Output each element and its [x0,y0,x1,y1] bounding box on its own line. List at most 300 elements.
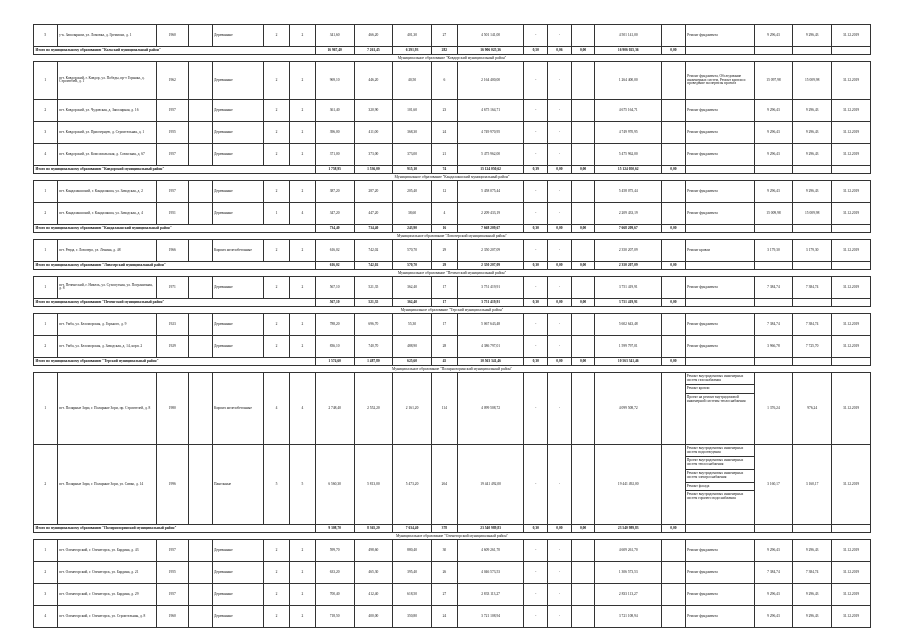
table-cell: 1955 [156,561,188,583]
table-cell: 616,02 [315,239,354,261]
table-cell: у-к. Заполярном, ул. Ломовка, д. Гремиски, д. 1 [57,25,156,47]
table-cell [832,261,871,269]
table-cell: 361,40 [315,99,354,121]
table-cell: 4 749 970,95 [457,121,524,143]
table-cell: 5 [289,444,315,524]
table-row [34,239,871,261]
table-cell: - [524,335,548,357]
table-cell: 7 384,74 [793,561,832,583]
table-cell: Деревянные [212,335,264,357]
table-cell: 5 473,20 [393,444,432,524]
table-cell: 1 536,00 [354,165,393,173]
table-cell: 0,00 [662,224,686,232]
table-cell: - [548,372,572,444]
table-cell: 1957 [156,143,188,165]
table-cell: 31.12.2019 [832,99,871,121]
table-cell: 2 [289,583,315,605]
table-cell: 5 [34,25,58,47]
table-cell: 0,39 [524,165,548,173]
table-cell [188,335,212,357]
table-cell: 0,00 [662,261,686,269]
table-cell [754,47,793,55]
table-cell: Ремонт фундамента [685,202,754,224]
table-cell: 521,35 [354,298,393,306]
table-cell: 7 384,74 [754,276,793,298]
table-cell: 2 [264,313,290,335]
table-cell: 4 099 508,72 [595,372,662,444]
table-cell: 74 [431,165,457,173]
table-cell: пгт. Кандалакшский, г. Кандалакша, ул. Заводская, д. 2 [57,180,156,202]
table-row [34,25,871,47]
table-cell: Деревянные [212,583,264,605]
table-cell: - [524,539,548,561]
table-cell: - [524,121,548,143]
table-cell: 31.12.2019 [832,539,871,561]
table-cell: Муниципальное образование "Полярнозоринский муниципальный район" [34,365,871,372]
table-cell: 3 721 108,94 [595,605,662,627]
table-cell: 38,60 [393,202,432,224]
table-cell: 31.12.2019 [832,276,871,298]
table-cell: 350,80 [393,605,432,627]
table-cell [188,143,212,165]
table-body [34,25,871,628]
table-cell: 2 [289,143,315,165]
table-cell: 969,10 [315,61,354,99]
table-cell: 2 164 400,00 [457,61,524,99]
table-cell [793,261,832,269]
table-cell: 4 046 573,53 [457,561,524,583]
repair-method: Проект внутридомовых инженерных систем теплоснабжения [686,457,754,470]
table-cell [662,335,686,357]
table-cell: 1951 [156,202,188,224]
section-heading-row [34,306,871,313]
table-cell [571,372,595,444]
table-cell: 7 634,40 [393,524,432,532]
table-cell: 1957 [156,99,188,121]
table-cell: 618,50 [393,583,432,605]
table-cell: 9 296,43 [793,180,832,202]
table-cell: 2 [289,276,315,298]
table-cell: 19 441 492,00 [595,444,662,524]
table-cell: 10 563 341,46 [595,357,662,365]
table-cell: 0,00 [548,165,572,173]
table-cell [754,261,793,269]
table-cell: 2 161,20 [393,372,432,444]
table-cell: 1 306 573,53 [595,561,662,583]
table-cell: 7 261,45 [354,47,393,55]
table-cell: 31.12.2019 [832,444,871,524]
table-cell [571,121,595,143]
table-cell: 5 602 643,48 [595,313,662,335]
table-cell: 2 [289,180,315,202]
table-cell: Деревянные [212,143,264,165]
table-row [34,583,871,605]
table-cell: 29 [431,239,457,261]
table-cell: 616,02 [315,261,354,269]
table-cell: Муниципальное образование "Ловозерский муниципальный район" [34,232,871,239]
table-cell: 1 574,60 [315,357,354,365]
table-cell: 4 099 508,72 [457,372,524,444]
table-cell: 21 [431,143,457,165]
table-cell: 0,30 [524,261,548,269]
table-cell [685,372,754,444]
table-cell: 205,40 [393,180,432,202]
table-cell: 31.12.2019 [832,605,871,627]
table-cell: - [524,239,548,261]
table-cell [793,298,832,306]
table-cell: Кирпич железобетонные [212,372,264,444]
table-cell: 2 [264,335,290,357]
table-cell: 282 [431,47,457,55]
table-cell: 3 751 419,91 [457,298,524,306]
table-cell [571,202,595,224]
table-cell: 40,50 [393,61,432,99]
table-cell: 17 [431,276,457,298]
table-cell [188,313,212,335]
table-cell: 9 296,43 [754,605,793,627]
table-cell [188,25,212,47]
table-cell [662,180,686,202]
table-row [34,561,871,583]
table-cell: Ремонт фундамента [685,180,754,202]
table-cell: 1955 [156,121,188,143]
table-cell: 401,30 [393,25,432,47]
table-cell: пгт. Оленегорский, г. Оленегорск, ул. Бардина, д. 43 [57,539,156,561]
table-cell [188,202,212,224]
repair-method: Ремонт внутридомовых инженерных систем электроснабжения [686,470,754,483]
table-cell: Итого по муниципальному образованию "Терский муниципальный район" [34,357,316,365]
table-cell: - [524,202,548,224]
table-cell: 4 675 164,71 [595,99,662,121]
table-cell: 2 [289,539,315,561]
table-cell [188,239,212,261]
table-cell: 2 [289,605,315,627]
table-cell: 498,60 [354,539,393,561]
table-cell: 734,40 [315,224,354,232]
table-cell: 2 [34,561,58,583]
table-row [34,61,871,99]
table-cell [685,298,754,306]
table-cell: 6 560,30 [315,444,354,524]
table-cell: 31.12.2019 [832,121,871,143]
table-cell: 31.12.2019 [832,372,871,444]
total-row [34,165,871,173]
repair-method: Ремонт внутридомовых инженерных систем горячего водоснабжения [686,492,744,501]
table-cell: 9 296,43 [793,121,832,143]
table-cell [662,583,686,605]
table-cell: 31.12.2019 [832,561,871,583]
table-cell: 0,30 [524,298,548,306]
table-cell: 368,30 [393,121,432,143]
table-cell: Деревянные [212,180,264,202]
table-cell [793,357,832,365]
table-cell: - [548,25,572,47]
table-cell: 1966 [156,239,188,261]
table-cell [188,444,212,524]
table-cell: 2 [289,335,315,357]
table-cell: 0,00 [662,357,686,365]
table-cell [571,25,595,47]
table-cell: Ремонт фундамента [685,561,754,583]
table-cell: 243,90 [393,224,432,232]
table-cell: 9 296,43 [793,25,832,47]
table-cell: 1957 [156,180,188,202]
table-cell: - [524,605,548,627]
table-cell: 2 [264,143,290,165]
table-row [34,444,871,524]
table-cell: 446,20 [354,61,393,99]
total-row [34,524,871,532]
table-cell: - [548,239,572,261]
table-cell [754,298,793,306]
table-cell: 4 [431,202,457,224]
table-cell: 4 609 261,70 [595,539,662,561]
table-cell: 101,60 [393,99,432,121]
table-cell [662,61,686,99]
table-cell: 31.12.2019 [832,239,871,261]
table-cell: 0,30 [524,224,548,232]
table-cell [685,47,754,55]
table-cell: Ремонт фундамента [685,313,754,335]
table-cell: 2 [264,276,290,298]
table-cell: 0,00 [548,224,572,232]
total-row [34,357,871,365]
table-cell: 567,10 [315,276,354,298]
table-cell: 2 [264,561,290,583]
total-row [34,261,871,269]
table-cell: 599,70 [315,539,354,561]
table-cell [662,313,686,335]
table-cell [754,165,793,173]
table-cell: 7 725,70 [793,335,832,357]
repair-method: Ремонт внутридомовых инженерных систем газоснабжения [686,373,754,386]
table-cell: Ремонт фундамента [685,25,754,47]
table-cell: 2 [289,313,315,335]
capital-repair-table [33,24,871,628]
table-cell: 12 [431,180,457,202]
table-row [34,335,871,357]
table-cell: 15 124 050,62 [595,165,662,173]
table-cell: Деревянные [212,61,264,99]
table-cell: 1957 [156,583,188,605]
table-cell: 2 [264,180,290,202]
table-cell: пгт. Умба, ул. Беломорская, д. Заводская, д. 14, корп. 2 [57,335,156,357]
table-cell: Ремонт фундамента [685,99,754,121]
table-cell [754,224,793,232]
table-cell: 9 296,43 [754,143,793,165]
table-cell: 3 721 108,94 [457,605,524,627]
table-cell: 2 [34,444,58,524]
table-cell: Деревянные [212,121,264,143]
table-cell: 0,00 [662,298,686,306]
table-cell: 31.12.2019 [832,202,871,224]
table-cell: 570,70 [393,261,432,269]
table-cell: - [548,313,572,335]
table-cell: Муниципальное образование "Ковдорский муниципальный район" [34,55,871,62]
table-cell: Итого по муниципальному образованию "Ковдорский муниципальный район" [34,165,316,173]
table-cell: 320,90 [354,99,393,121]
table-cell: 27 [431,25,457,47]
table-cell [188,61,212,99]
table-cell: 30 [431,539,457,561]
table-cell: 915,10 [393,165,432,173]
table-cell [188,180,212,202]
table-cell [188,276,212,298]
table-cell [832,298,871,306]
table-cell: 4 [34,605,58,627]
table-cell: Ремонт фундамента [685,276,754,298]
table-cell: 31.12.2019 [832,313,871,335]
table-cell [188,561,212,583]
table-cell: 24 [431,121,457,143]
table-cell: - [548,444,572,524]
table-cell: 5 475 962,00 [595,143,662,165]
table-cell: 4 386 797,01 [457,335,524,357]
table-cell: пгт. Кандалакшский, г. Кандалакша, ул. Заводская, д. 4 [57,202,156,224]
section-heading-row [34,532,871,539]
table-cell: 2 552,20 [354,372,393,444]
table-cell [188,99,212,121]
table-cell: 1 [34,276,58,298]
table-cell: 9 296,43 [754,583,793,605]
table-cell: - [524,313,548,335]
table-cell: 2 [289,561,315,583]
table-cell: 734,40 [354,224,393,232]
table-row [34,143,871,165]
table-cell [662,25,686,47]
table-cell: 1 [34,239,58,261]
table-cell: 26 [431,561,457,583]
table-cell: Ремонт фундамента [685,143,754,165]
table-cell: 362,40 [393,276,432,298]
table-cell: Деревянные [212,99,264,121]
table-cell: 1971 [156,276,188,298]
table-cell: 373,00 [354,143,393,165]
table-cell: 0,00 [571,224,595,232]
table-cell: 9 296,43 [793,605,832,627]
table-cell: - [524,444,548,524]
document-sheet [33,24,871,628]
table-cell: 742,02 [354,261,393,269]
table-cell [662,239,686,261]
table-cell: 7 668 209,67 [595,224,662,232]
repair-method: Проект на ремонт внутридомовой инженерной системы теплоснабжения [686,395,746,403]
table-cell: 16 967,40 [315,47,354,55]
table-cell: 9 296,43 [754,25,793,47]
table-cell [188,539,212,561]
table-cell: Ремонт фундамента, Обследование инженерных систем, Ремонт кровли и проведение экспертизы проекта [685,61,754,99]
table-cell: 362,40 [393,298,432,306]
table-cell: 521,35 [354,276,393,298]
table-cell: Муниципальное образование "Кандалакшский муниципальный район" [34,173,871,180]
table-cell: 2 [34,202,58,224]
table-cell: 7 384,74 [754,313,793,335]
table-cell: 1 264 400,00 [595,61,662,99]
table-cell: 400,00 [354,605,393,627]
table-row [34,313,871,335]
table-cell: - [548,61,572,99]
table-cell [662,276,686,298]
table-cell: 5 [264,444,290,524]
table-cell: 880,40 [393,539,432,561]
total-row [34,298,871,306]
table-cell: - [524,61,548,99]
total-row [34,47,871,55]
table-cell [571,561,595,583]
table-row [34,180,871,202]
table-cell: 27 [431,583,457,605]
table-cell: Итого по муниципальному образованию "Печенгский муниципальный район" [34,298,316,306]
table-cell: Деревянные [212,605,264,627]
table-cell: 700,40 [315,583,354,605]
table-cell: 0,00 [571,524,595,532]
table-cell: 28 [431,335,457,357]
table-cell: 0,00 [571,261,595,269]
table-cell: - [524,143,548,165]
table-cell: 23 [431,99,457,121]
table-cell [188,121,212,143]
table-cell: пгт. Печенгский, г. Никель, ул. Сухопутная, ул. Пограничная, д. 8 [57,276,156,298]
table-cell: 0,00 [548,261,572,269]
table-cell: - [548,539,572,561]
table-cell: пгт. Ревда, г. Ловозеро, ул. Ленина, д. 48 [57,239,156,261]
table-cell: 411,00 [354,121,393,143]
table-cell: - [548,605,572,627]
table-cell: - [524,276,548,298]
table-cell: - [524,372,548,444]
table-cell: 2 [34,99,58,121]
table-cell [571,99,595,121]
table-cell [685,357,754,365]
table-cell: 2 [264,583,290,605]
table-cell: пгт. Ковдорский, ул. Комсомольская, д. Совхозная, д. 67 [57,143,156,165]
table-cell [662,561,686,583]
table-cell: 0,00 [571,165,595,173]
table-cell: 2 [264,239,290,261]
table-cell: 466,20 [354,25,393,47]
table-row [34,121,871,143]
table-cell: - [548,202,572,224]
table-cell: 4 609 261,70 [457,539,524,561]
table-cell: 31.12.2019 [832,180,871,202]
table-cell: 2 350 207,09 [595,261,662,269]
table-cell: 718,50 [315,605,354,627]
table-cell: 4 749 970,95 [595,121,662,143]
table-cell: 287,20 [354,180,393,202]
table-cell: 3 179,30 [754,239,793,261]
table-cell: 5 067 643,48 [457,313,524,335]
table-cell [832,524,871,532]
table-cell: Кирпич железобетонные [212,239,264,261]
table-cell: - [524,25,548,47]
table-cell: 0,00 [662,165,686,173]
table-cell: 9 296,43 [754,539,793,561]
table-cell: 0,30 [524,357,548,365]
table-cell: 5 458 075,44 [595,180,662,202]
table-cell: 2 [289,61,315,99]
table-cell: 1 376,24 [754,372,793,444]
table-cell: 15 124 050,62 [457,165,524,173]
table-cell: - [524,180,548,202]
table-cell: 16 906 025,36 [595,47,662,55]
table-cell: 2 748,40 [315,372,354,444]
table-cell [571,335,595,357]
table-cell: 24 [431,605,457,627]
table-cell: - [548,583,572,605]
table-cell: 836,10 [315,335,354,357]
table-cell: 371,00 [315,143,354,165]
table-cell: 0,00 [548,524,572,532]
